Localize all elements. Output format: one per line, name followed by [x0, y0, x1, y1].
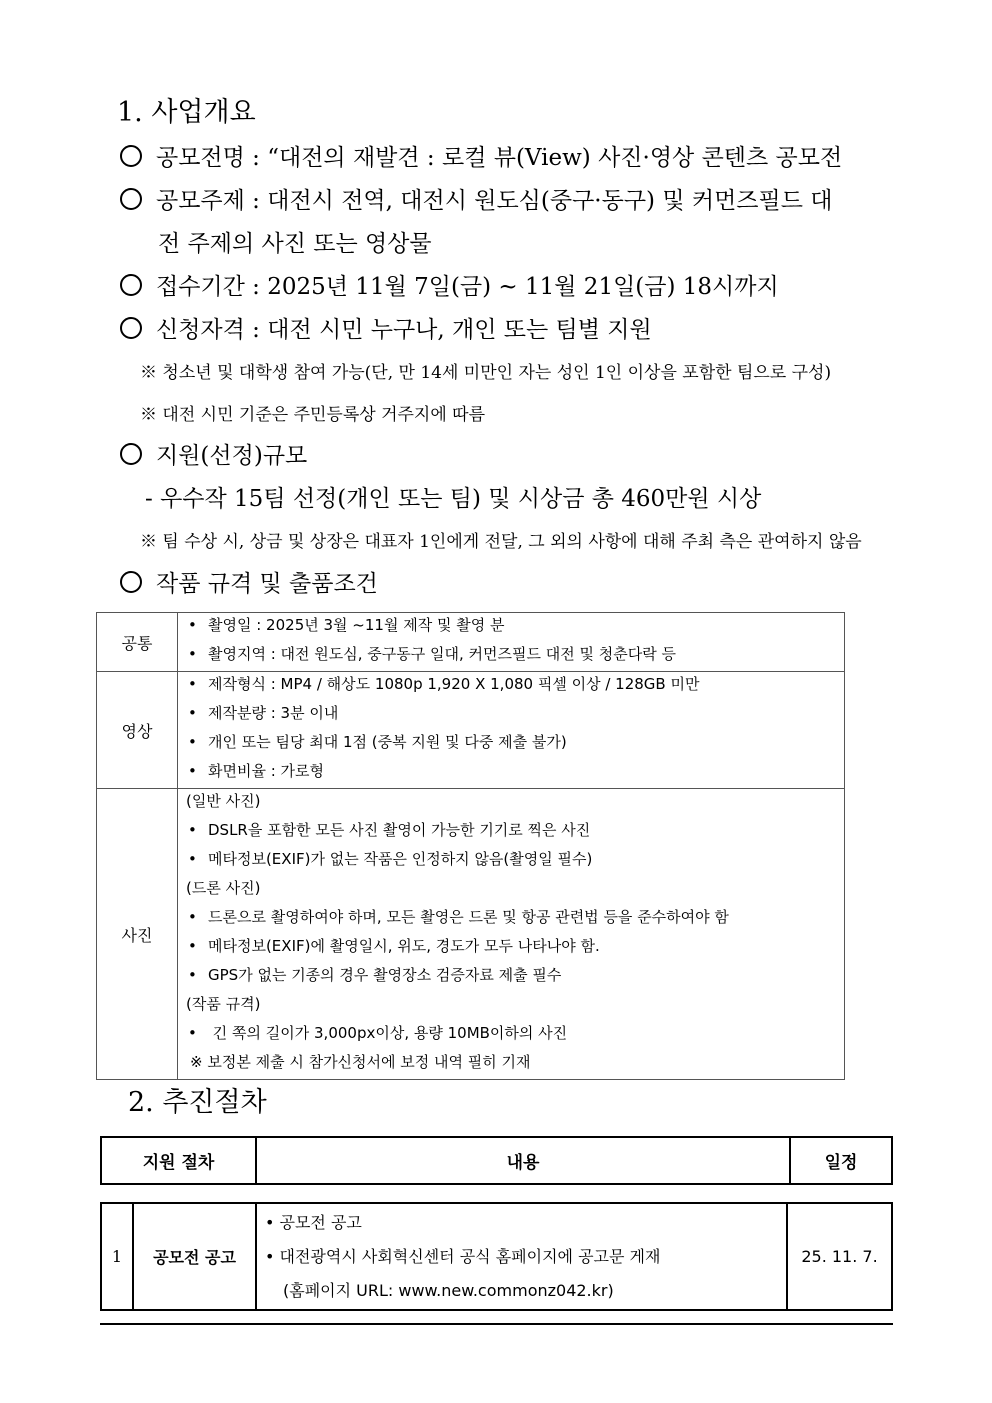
spec-line: • 제작분량 : 3분 이내 [186, 701, 844, 730]
circle-bullet-icon [120, 145, 142, 167]
circle-bullet-icon [120, 443, 142, 465]
item-contest-theme-cont: 전 주제의 사진 또는 영상물 [158, 231, 432, 257]
spec-row-common [97, 613, 845, 672]
spec-line: • 긴 쪽의 길이가 3,000px이상, 용량 10MB이하의 사진 [186, 1021, 844, 1050]
row-content [256, 1203, 787, 1310]
note-team-award: ※ 팀 수상 시, 상금 및 상장은 대표자 1인에게 전달, 그 외의 사항에 대해 주최 측은 관여하지 않음 [140, 532, 862, 552]
spec-line: • 제작형식 : MP4 / 해상도 1080p 1,920 X 1,080 픽셀 이상 / 128GB 미만 [186, 672, 844, 701]
row-date: 25. 11. 7. [787, 1203, 892, 1310]
header-content: 내용 [256, 1137, 790, 1184]
spec-line: • 메타정보(EXIF)에 촬영일시, 위도, 경도가 모두 나타나야 함. [186, 934, 844, 963]
item-period: 접수기간 : 2025년 11월 7일(금) ~ 11월 21일(금) 18시까지 [120, 268, 779, 301]
spec-line: • GPS가 없는 기종의 경우 촬영장소 검증자료 제출 필수 [186, 963, 844, 992]
scale-detail: - 우수작 15팀 선정(개인 또는 팀) 및 시상금 총 460만원 시상 [145, 486, 762, 512]
procedure-table [100, 1202, 893, 1311]
item-contest-name: 공모전명 : “대전의 재발견 : 로컬 뷰(View) 사진·영상 콘텐츠 공모전 [120, 139, 842, 172]
spec-note: ※ 보정본 제출 시 참가신청서에 보정 내역 필히 기재 [190, 1053, 531, 1071]
spec-label-video: 영상 [97, 672, 178, 789]
spec-row-video [97, 672, 845, 789]
spec-line: • 화면비율 : 가로형 [186, 759, 844, 788]
circle-bullet-icon [120, 274, 142, 296]
row-content-url: (홈페이지 URL: www.new.commonz042.kr) [283, 1280, 614, 1300]
item-spec: 작품 규격 및 출품조건 [120, 565, 378, 598]
spec-label-photo: 사진 [97, 789, 178, 1080]
spec-line: • 드론으로 촬영하여야 하며, 모든 촬영은 드론 및 항공 관련법 등을 준수하여야 함 [186, 905, 844, 934]
row-content-line: • 대전광역시 사회혁신센터 공식 홈페이지에 공고문 게재 [265, 1246, 661, 1266]
spec-line: • DSLR을 포함한 모든 사진 촬영이 가능한 기기로 찍은 사진 [186, 818, 844, 847]
spec-line: • 메타정보(EXIF)가 없는 작품은 인정하지 않음(촬영일 필수) [186, 847, 844, 876]
item-contest-theme: 공모주제 : 대전시 전역, 대전시 원도심(중구·동구) 및 커먼즈필드 대 [120, 182, 832, 215]
note-residence: ※ 대전 시민 기준은 주민등록상 거주지에 따름 [140, 405, 486, 425]
note-youth: ※ 청소년 및 대학생 참여 가능(단, 만 14세 미만인 자는 성인 1인 이상을 포함한 팀으로 구성) [140, 363, 832, 383]
row-number: 1 [101, 1203, 133, 1310]
item-eligibility: 신청자격 : 대전 시민 누구나, 개인 또는 팀별 지원 [120, 311, 652, 344]
row-step: 공모전 공고 [133, 1203, 256, 1310]
header-date: 일정 [790, 1137, 892, 1184]
circle-bullet-icon [120, 571, 142, 593]
section1-title: 1. 사업개요 [117, 97, 256, 128]
table-row [101, 1203, 892, 1310]
circle-bullet-icon [120, 188, 142, 210]
spec-label-common: 공통 [97, 613, 178, 672]
spec-subtitle: (일반 사진) [186, 792, 261, 810]
spec-subtitle: (드론 사진) [186, 879, 261, 897]
item-scale: 지원(선정)규모 [120, 437, 307, 470]
procedure-header-table [100, 1136, 893, 1185]
row-content-line: • 공모전 공고 [265, 1212, 362, 1232]
spec-line: • 개인 또는 팀당 최대 1점 (중복 지원 및 다중 제출 불가) [186, 730, 844, 759]
bottom-rule [100, 1323, 893, 1325]
spec-subtitle: (작품 규격) [186, 995, 261, 1013]
section2-title: 2. 추진절차 [128, 1087, 267, 1118]
spec-line: • 촬영일 : 2025년 3월 ~11월 제작 및 촬영 분 [186, 613, 844, 642]
spec-row-photo [97, 789, 845, 1080]
spec-line: • 촬영지역 : 대전 원도심, 중구동구 일대, 커먼즈필드 대전 및 청춘다락 등 [186, 642, 844, 671]
circle-bullet-icon [120, 317, 142, 339]
spec-table [96, 612, 845, 1080]
header-step: 지원 절차 [101, 1137, 256, 1184]
